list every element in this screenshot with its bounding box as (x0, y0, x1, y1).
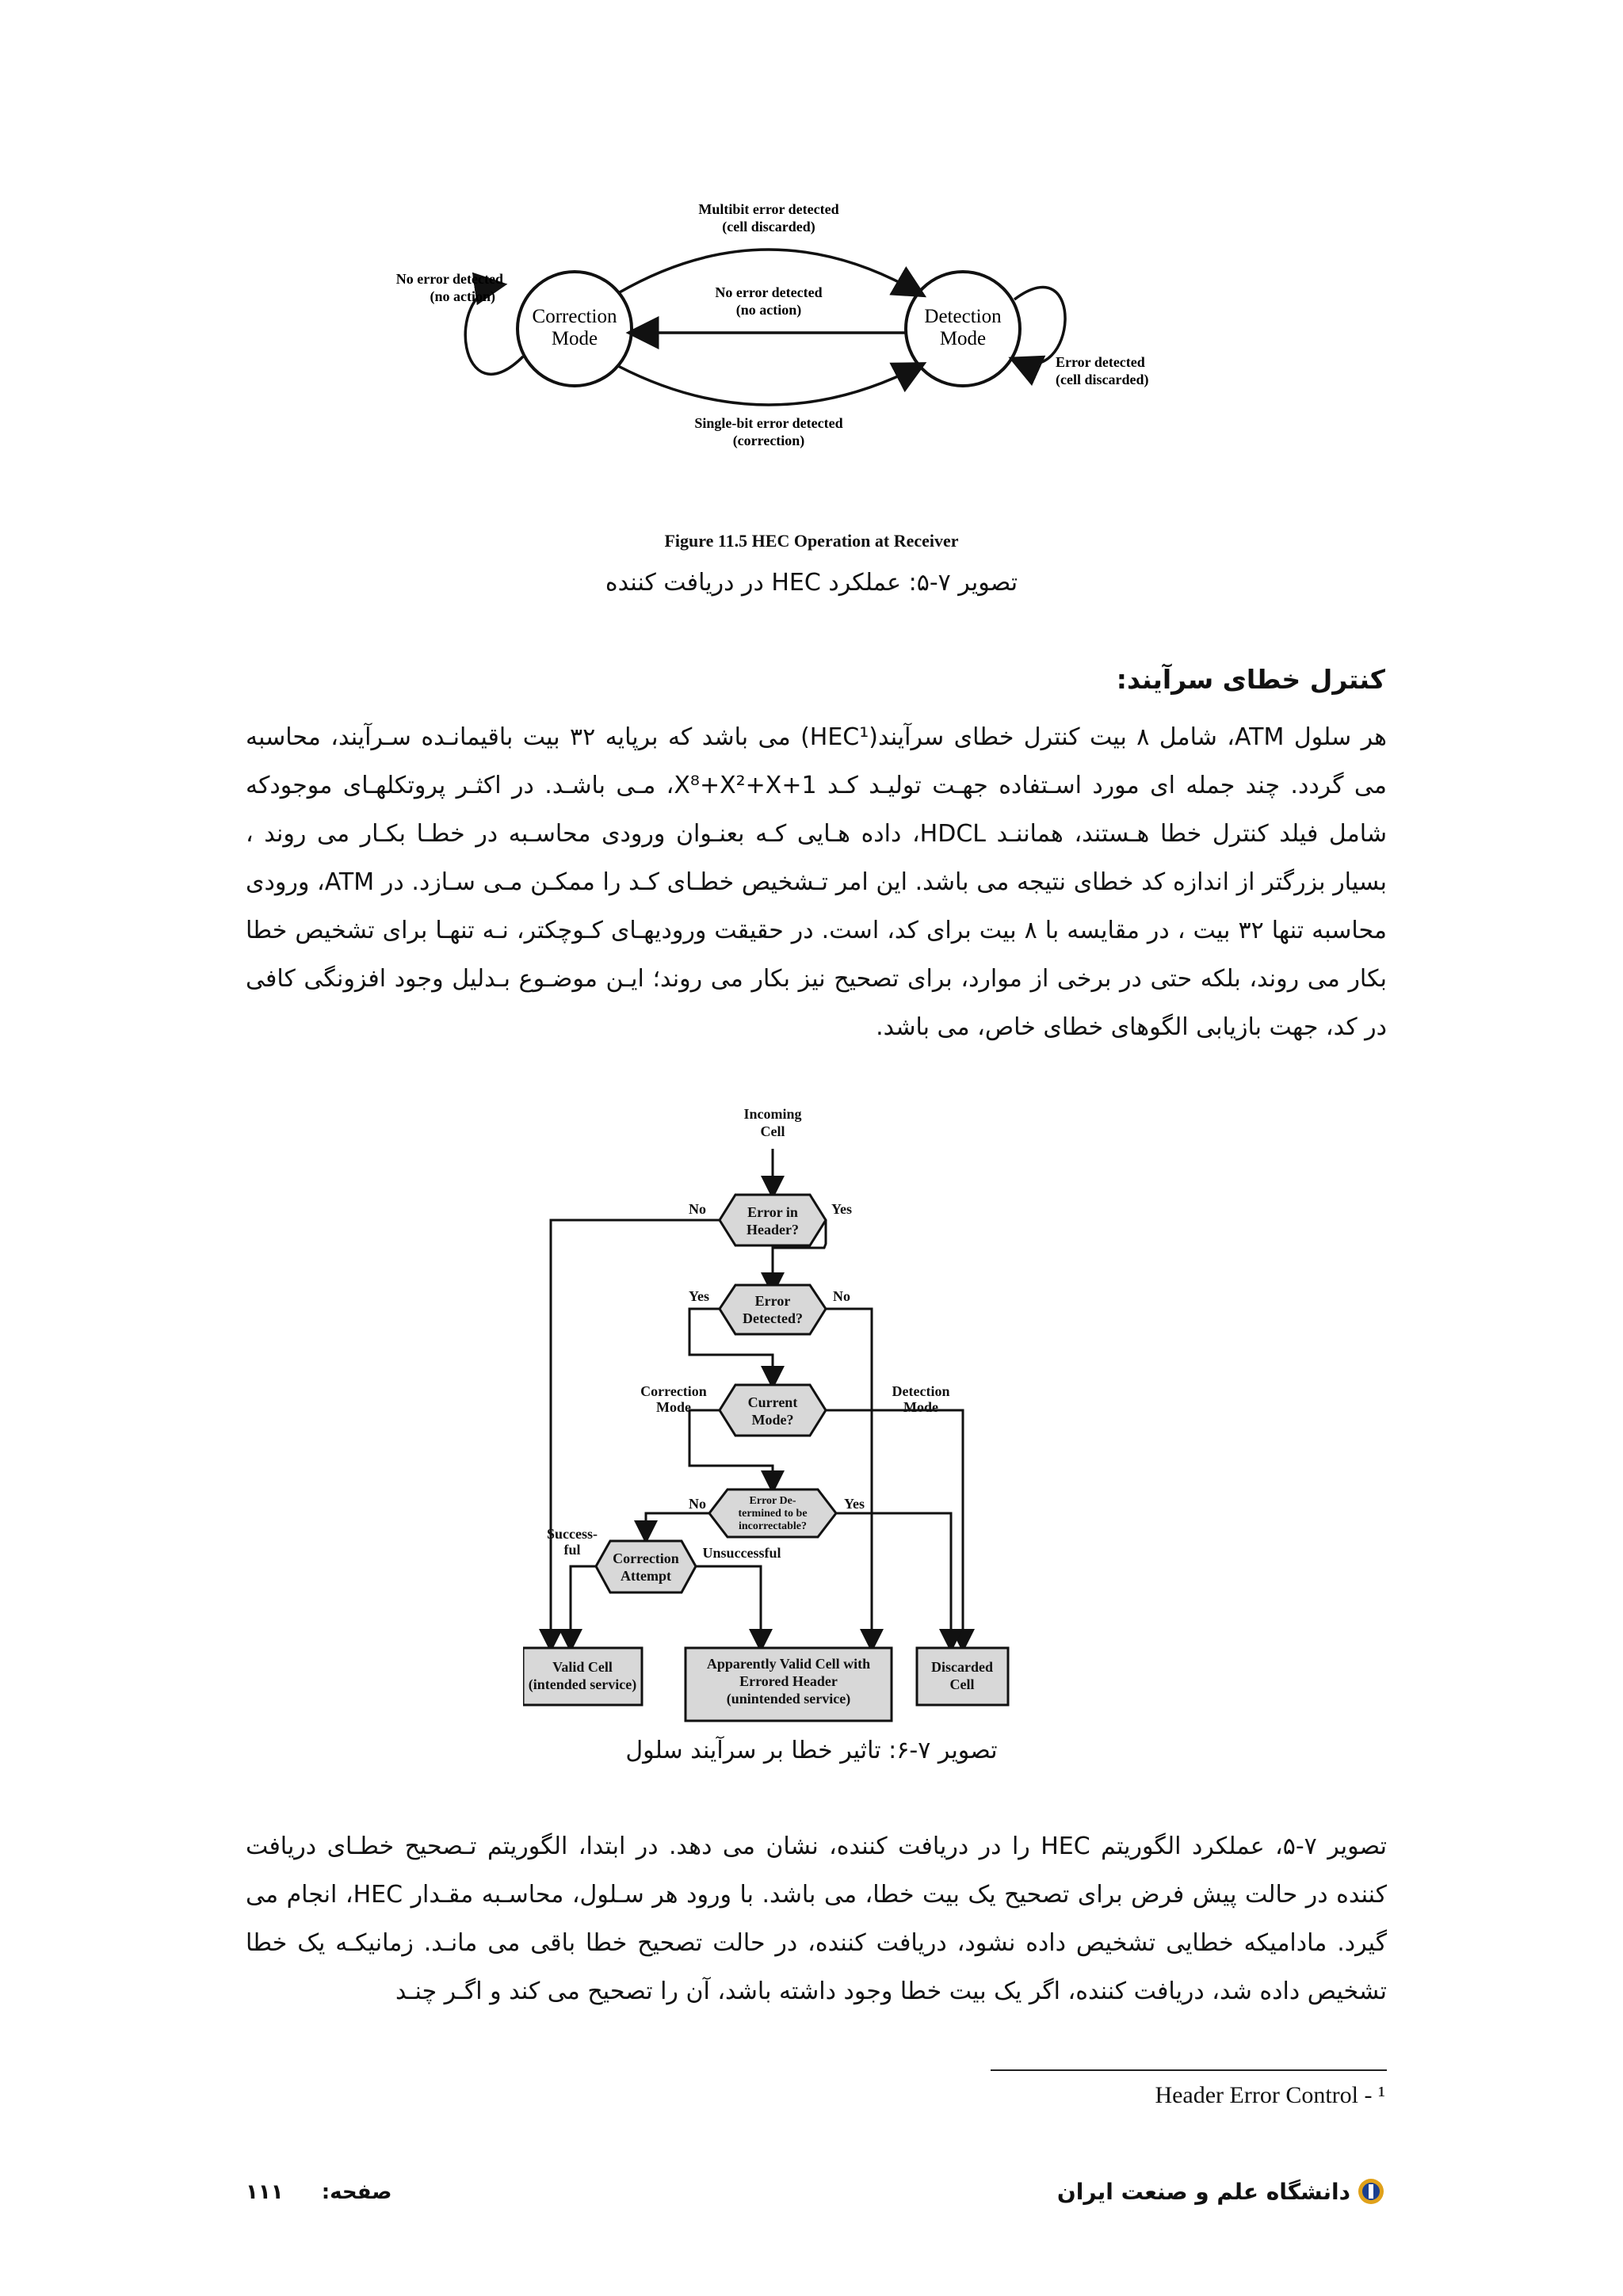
d4-line1: Error De- (749, 1495, 796, 1507)
svg-text:Mode (552, 328, 598, 349)
paragraph-2-text: تصویر ۷-۵، عملکرد الگوریتم HEC را در دریافت کننده، نشان می دهد. در ابتدا، الگوریتم تـصحیح خطـای دریافت کننده در حالت پیش فرض برای تصحیح یک بیت خطا، می باشد. با ورود هر سـلول، محاسـبه مقـدار HEC، انجام می گیرد. مادامیکه خطایی تشخیص داده نشود، دریافت کننده، در حالت تصحیح خطا باقی می مانـد. زمانیکـه یک خطا تشخیص داده شد، دریافت کننده، اگر یک بیت خطا وجود داشته باشد، آن را تصحیح می کند و اگـر چنـد (246, 1833, 1387, 2005)
unsuccessful-label: Unsuccessful (702, 1545, 781, 1561)
box-valid-line2: (intended service) (528, 1676, 637, 1692)
svg-text:(intended service) (529, 1676, 636, 1693)
start-label-1: Incoming (743, 1106, 802, 1122)
bottom-arc-label-1: Single-bit error detected (694, 415, 843, 431)
box-apparent-line3: (unintended service) (726, 1691, 851, 1707)
university-footer (1057, 2177, 1385, 2206)
d3-line1: Current (747, 1394, 798, 1410)
svg-text:No error detected (396, 271, 503, 287)
top-arc-label-2: (cell discarded) (722, 219, 815, 235)
correction-state-line2: Mode (551, 328, 598, 349)
section-heading: کنترل خطای سرآیند: (1116, 664, 1385, 695)
hec-flowchart (523, 1101, 1038, 1727)
svg-text:Mode (903, 1399, 938, 1415)
detection-mode-label-2: Mode (903, 1399, 938, 1415)
paragraph-2 (246, 1822, 1387, 2016)
svg-text:No (689, 1201, 706, 1217)
left-loop-label-1: No error detected (395, 271, 503, 287)
university-logo-icon (1357, 2177, 1385, 2206)
right-loop-label-1: Error detected (1056, 354, 1145, 370)
box-discard-line2: Cell (949, 1676, 975, 1692)
successful-label-2: ful (563, 1542, 581, 1558)
d2-line2: Detected? (743, 1310, 803, 1326)
paragraph-1 (246, 713, 1387, 1051)
d2-line1: Error (754, 1293, 791, 1309)
svg-text:Error detected (1056, 354, 1145, 370)
box-discard-line1: Discarded (931, 1659, 993, 1675)
svg-text:Single-bit error detected (694, 415, 842, 431)
svg-text:Attempt (621, 1568, 671, 1584)
svg-text:(no action) (736, 302, 802, 318)
svg-text:Mode (940, 328, 986, 349)
svg-text:Discarded (931, 1659, 993, 1675)
svg-text:Correction (613, 1550, 679, 1566)
svg-text:Yes (831, 1201, 852, 1217)
svg-text:Multibit error detected (698, 201, 838, 217)
figure1-caption-fa: تصویر ۷-۵: عملکرد HEC در دریافت کننده (605, 569, 1018, 597)
correction-mode-label-2: Mode (656, 1399, 691, 1415)
left-loop-label-2: (no action) (430, 288, 495, 304)
svg-text:No error detected (715, 284, 822, 300)
svg-text:ful (563, 1542, 580, 1558)
svg-text:Detection (924, 306, 1002, 327)
svg-text:Correction (533, 306, 617, 327)
svg-text:(unintended service) (727, 1691, 851, 1707)
svg-text:(no action) (430, 288, 496, 305)
d5-line1: Correction (613, 1550, 679, 1566)
svg-text:Apparently Valid Cell with (707, 1656, 870, 1672)
svg-text:Correction (640, 1383, 707, 1399)
successful-label-1: Success- (547, 1526, 598, 1542)
middle-arc-label-1: No error detected (715, 284, 823, 300)
svg-text:Valid Cell (552, 1659, 613, 1675)
hec-state-diagram (372, 182, 1252, 483)
right-loop (1014, 288, 1065, 364)
figure1-caption-en: Figure 11.5 HEC Operation at Receiver (664, 531, 959, 551)
svg-text:No (833, 1288, 850, 1304)
page-label: صفحه: (321, 2180, 392, 2204)
page-number-area (246, 2180, 391, 2204)
box-valid-line1: Valid Cell (552, 1659, 613, 1675)
svg-text:Mode (656, 1399, 691, 1415)
svg-text:Current (748, 1394, 798, 1410)
d1-line2: Header? (747, 1222, 799, 1238)
paragraph-1-text: هر سلول ATM، شامل ۸ بیت کنترل خطای سرآیند(HEC¹) می باشد که برپایه ۳۲ بیت باقیمانـده سـرآیند، محاسبه می گردد. چند جمله ای مورد اسـتفاده جهـت تولیـد کـد X⁸+X²+X+1، مـی باشـد. در اکثـر پروتکلهـای موجودکه شامل فیلد کنترل خطا هـستند، هماننـد HDCL، داده هـایی کـه بعنـوان ورودی محاسـبه در خطـا بکـار می روند ، بسیار بزرگتر از اندازه کد خطای نتیجه می باشد. این امر تـشخیص خطـای کـد را ممکـن مـی سـازد. در ATM، ورودی محاسبه تنها ۳۲ بیت ، در مقایسه با ۸ بیت برای کد، است. در حقیقت ورودیهـای کـوچکتر، نـه تنهـا برای تشخیص خطا بکار می روند، بلکه حتی در برخی از موارد، برای تصحیح نیز بکار می روند؛ ایـن موضـوع بـدلیل وجود افزونگی کافی در کد، جهت بازیابی الگوهای خطای خاص، می باشد. (246, 723, 1387, 1041)
svg-text:Detected? (743, 1310, 803, 1326)
d1-line1: Error in (747, 1204, 798, 1220)
svg-text:Error De- (750, 1495, 796, 1507)
detection-mode-label-1: Detection (892, 1383, 950, 1399)
d4-no: No (689, 1496, 706, 1512)
d2-no: No (833, 1288, 850, 1304)
svg-text:Cell (761, 1123, 785, 1139)
d4-line2: termined to be (738, 1508, 808, 1520)
box-apparent-line1: Apparently Valid Cell with (706, 1656, 871, 1672)
university-name: دانشگاه علم و صنعت ایران (1056, 2178, 1350, 2205)
d2-yes: Yes (689, 1288, 709, 1304)
d4-line3: incorrectable? (738, 1520, 808, 1532)
d1-yes: Yes (831, 1201, 852, 1217)
svg-text:Success- (547, 1526, 598, 1542)
svg-text:(cell discarded) (1056, 372, 1148, 388)
svg-text:Yes (689, 1288, 709, 1304)
svg-text:Detection (892, 1383, 950, 1399)
d5-line2: Attempt (621, 1568, 671, 1584)
svg-text:Unsuccessful (702, 1545, 781, 1561)
svg-text:Error (755, 1293, 791, 1309)
svg-text:Cell (950, 1676, 975, 1692)
decision-error-in-header (720, 1195, 826, 1245)
correction-attempt (596, 1541, 696, 1592)
footnote: Header Error Control - ¹ (1155, 2082, 1385, 2108)
bottom-arc-label-2: (correction) (732, 433, 805, 448)
svg-text:Incoming (743, 1106, 801, 1122)
svg-text:No (689, 1496, 706, 1512)
d3-line2: Mode? (751, 1412, 794, 1428)
svg-text:termined to be (738, 1508, 807, 1520)
footnote-rule (991, 2069, 1387, 2071)
correction-state-line1: Correction (532, 306, 617, 327)
svg-text:incorrectable? (739, 1520, 807, 1532)
svg-text:(cell discarded) (722, 219, 815, 235)
svg-text:Header? (747, 1222, 799, 1238)
svg-text:(correction) (733, 433, 805, 449)
top-arc-label-1: Multibit error detected (698, 201, 839, 217)
detection-state-line1: Detection (924, 306, 1002, 327)
figure2-caption-fa: تصویر ۷-۶: تاثیر خطا بر سرآیند سلول (625, 1737, 998, 1764)
svg-text:Errored Header (739, 1673, 838, 1689)
svg-text:Yes (844, 1496, 865, 1512)
correction-mode-label-1: Correction (640, 1383, 707, 1399)
middle-arc-label-2: (no action) (735, 302, 802, 318)
d4-yes: Yes (844, 1496, 865, 1512)
d1-no: No (689, 1201, 706, 1217)
right-loop-label-2: (cell discarded) (1056, 372, 1149, 387)
page-number: ۱۱۱ (246, 2180, 284, 2204)
bottom-arc (618, 366, 919, 405)
start-label-2: Cell (760, 1123, 785, 1139)
svg-text:Mode? (752, 1412, 794, 1428)
decision-current-mode (720, 1385, 826, 1436)
box-apparent-line2: Errored Header (739, 1673, 838, 1689)
detection-state-line2: Mode (939, 328, 987, 349)
svg-text:Error in (747, 1204, 798, 1220)
